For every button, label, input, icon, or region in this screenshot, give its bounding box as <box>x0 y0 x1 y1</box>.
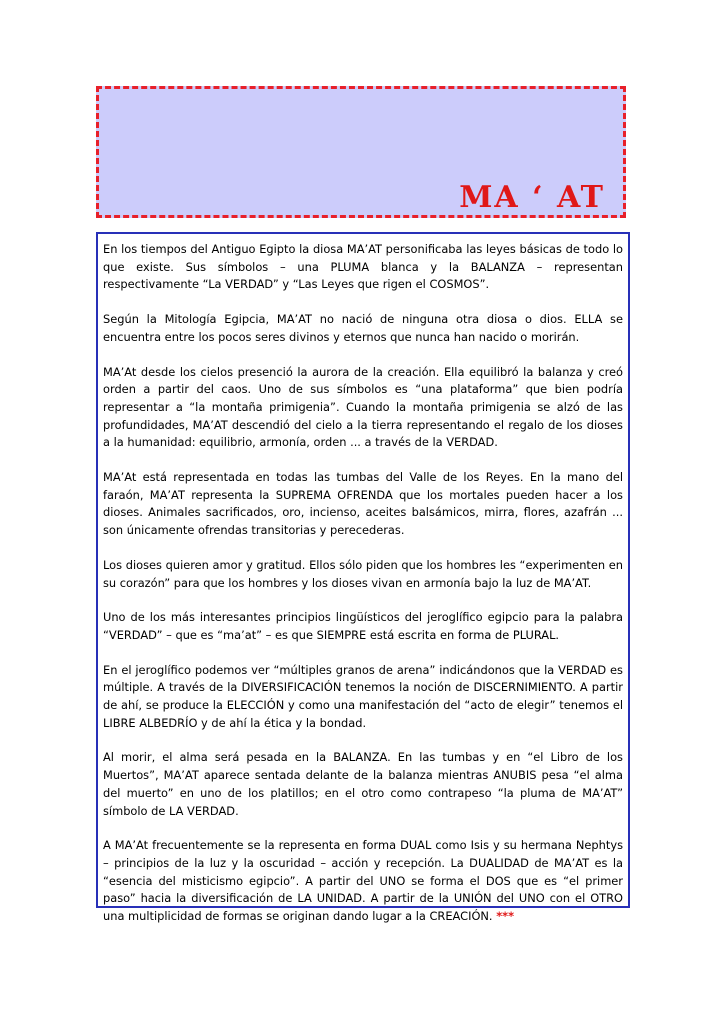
paragraph-plural: Uno de los más interesantes principios lingüísticos del jeroglífico egipcio para la palabra “VERDAD” – que es “ma’at” – es que SIEMPRE está escrita en forma de PLURAL. <box>103 610 623 642</box>
paragraph-valley-of-kings: MA’At está representada en todas las tumbas del Valle de los Reyes. En la mano del faraón, MA’AT representa la SUPREMA OFRENDA que los mortales pueden hacer a los dioses. Animales sacrificados, oro, incienso, aceites balsámicos, mirra, flores, azafrán ... son únicamente ofrendas transitorias y perecederas. <box>103 470 623 538</box>
title-banner <box>96 86 626 218</box>
page-title: MA ‘ AT <box>459 180 605 215</box>
paragraph-balance: Al morir, el alma será pesada en la BALANZA. En las tumbas y en “el Libro de los Muertos”, MA’AT aparece sentada delante de la balanza mientras ANUBIS pesa “el alma del muerto” en uno de los platillos; en el otro como contrapeso “la pluma de MA’AT” símbolo de LA VERDAD. <box>103 750 623 818</box>
paragraph-hieroglyph: En el jeroglífico podemos ver “múltiples granos de arena” indicándonos que la VERDAD es múltiple. A través de la DIVERSIFICACIÓN tenemos la noción de DISCERNIMIENTO. A partir de ahí, se produce la ELECCIÓN y como una manifestación del “acto de elegir” tenemos el LIBRE ALBEDRÍO y de ahí la ética y la bondad. <box>103 662 623 730</box>
paragraph-duality <box>103 837 623 926</box>
paragraph-mythology: Según la Mitología Egipcia, MA’AT no nació de ninguna otra diosa o dios. ELLA se encuentra entre los pocos seres divinos y eternos que nunca han nacido o morirán. <box>103 312 623 344</box>
paragraph-creation: MA’At desde los cielos presenció la aurora de la creación. Ella equilibró la balanza y creó orden a partir del caos. Uno de sus símbolos es “una plataforma” que bien podría representar a “la montaña primigenia”. Cuando la montaña primigenia se alzó de las profundidades, MA’AT descendió del cielo a la tierra representando el regalo de los dioses a la humanidad: equilibrio, armonía, orden ... a través de la VERDAD. <box>103 364 623 450</box>
end-mark: *** <box>496 909 515 924</box>
paragraph-love-gratitude: Los dioses quieren amor y gratitud. Ellos sólo piden que los hombres les “experimenten en su corazón” para que los hombres y los dioses vivan en armonía bajo la luz de MA’AT. <box>103 557 623 590</box>
paragraph-intro: En los tiempos del Antiguo Egipto la diosa MA’AT personificaba las leyes básicas de todo lo que existe. Sus símbolos – una PLUMA blanca y la BALANZA – representan respectivamente “La VERDAD” y “Las Leyes que rigen el COSMOS”. <box>103 242 623 292</box>
paragraph-duality-text: A MA’At frecuentemente se la representa en forma DUAL como Isis y su hermana Nephtys – principios de la luz y la oscuridad – acción y recepción. La DUALIDAD de MA’AT es la “esencia del misticismo egipcio”. A partir del UNO se forma el DOS que es “el primer paso” hacia la diversificación de LA UNIDAD. A partir de la UNIÓN del UNO con el OTRO una multiplicidad de formas se originan dando lugar a la CREACIÓN. <box>103 838 623 924</box>
content-frame <box>96 232 630 924</box>
